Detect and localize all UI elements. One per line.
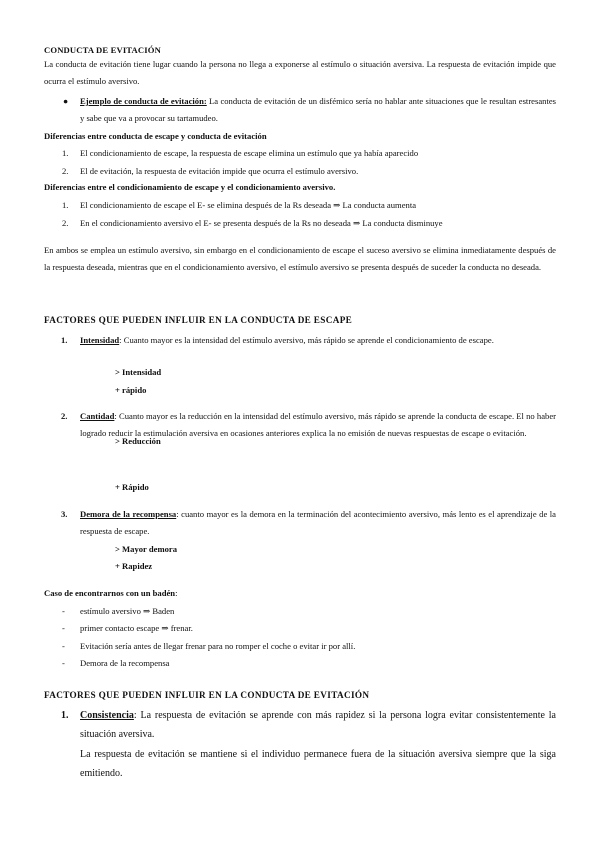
factor-item-consistencia — [80, 707, 556, 744]
section-title-evitacion: CONDUCTA DE EVITACIÓN — [44, 45, 161, 55]
caso-item-2: primer contacto escape ⇒ frenar. — [80, 623, 193, 633]
ambos-paragraph: En ambos se emplea un estímulo aversivo, sin embargo en el condicionamiento de escape el suceso aversivo se elimina inmediatamente después de la respuesta deseada, mientras que en el condicionamiento aversivo, el estímulo aversivo se presenta después de suceder la conducta no deseada. — [44, 245, 556, 272]
factor-number: 2. — [61, 411, 68, 421]
factor-rule: > Mayor demora — [115, 544, 178, 554]
factor-item-intensidad — [80, 332, 556, 349]
dash-marker: - — [62, 658, 65, 668]
factor-rule: + Rapidez — [115, 561, 153, 571]
diff-cond-item-1: El condicionamiento de escape el E- se elimina después de la Rs deseada ⇒ La conducta aumenta — [80, 200, 417, 210]
factor-term: Cantidad — [80, 411, 115, 421]
factor-rule: > Reducción — [115, 436, 161, 446]
list-number: 2. — [62, 218, 69, 228]
factor-term: Intensidad — [80, 335, 120, 345]
example-item — [80, 93, 556, 127]
caso-item-4: Demora de la recompensa — [80, 658, 170, 668]
caso-item-3: Evitación sería antes de llegar frenar para no romper el coche o evitar ir por allí. — [80, 641, 356, 651]
section-title-factores-escape: FACTORES QUE PUEDEN INFLUIR EN LA CONDUCTA DE ESCAPE — [44, 315, 353, 325]
section-title-factores-evitacion: FACTORES QUE PUEDEN INFLUIR EN LA CONDUCTA DE EVITACIÓN — [44, 690, 370, 700]
factor-term: Consistencia — [80, 710, 134, 721]
list-number: 1. — [62, 200, 69, 210]
diff-escape-title: Diferencias entre conducta de escape y conducta de evitación — [44, 131, 267, 141]
example-text: La conducta de evitación de un disfémico sería no hablar ante situaciones que le resultan estresantes y sabe que va a provocar su tartamudeo. — [80, 96, 556, 123]
dash-marker: - — [62, 641, 65, 651]
factor-text: : La respuesta de evitación se aprende con más rapidez si la persona logra evitar consistentemente la situación aversiva. — [80, 710, 556, 740]
list-number: 1. — [62, 148, 69, 158]
factor-text: : cuanto mayor es la demora en la terminación del acontecimiento aversivo, más lento es el aprendizaje de la respuesta de escape. — [80, 509, 556, 536]
diff-escape-item-1: El condicionamiento de escape, la respuesta de escape elimina un estímulo que ya había aparecido — [80, 148, 419, 158]
dash-marker: - — [62, 623, 65, 633]
factor-item-demora — [80, 506, 556, 540]
factor-text: : Cuanto mayor es la reducción en la intensidad del estímulo aversivo, más rápido se aprende la conducta de escape. El no haber logrado reducir la estimulación aversiva en ocasiones anteriores explica la no emisión de nuevas respuestas de escape o evitación. — [80, 411, 556, 438]
caso-title — [44, 587, 177, 599]
diff-escape-item-2: El de evitación, la respuesta de evitación impide que ocurra el estímulo aversivo. — [80, 166, 359, 176]
list-number: 2. — [62, 166, 69, 176]
factor-rule: > Intensidad — [115, 367, 162, 377]
factor-number: 1. — [61, 710, 69, 721]
caso-title-text: Caso de encontrarnos con un badén — [44, 588, 176, 598]
factor-rule: + Rápido — [115, 482, 149, 492]
caso-item-1: estímulo aversivo ⇒ Baden — [80, 606, 175, 616]
example-label: Ejemplo de conducta de evitación: — [80, 96, 207, 106]
factor-number: 1. — [61, 335, 68, 345]
factor-number: 3. — [61, 509, 68, 519]
dash-marker: - — [62, 606, 65, 616]
factor-item-consistencia-2: La respuesta de evitación se mantiene si el individuo permanece fuera de la situación aversiva siempre que la siga emitiendo. — [80, 749, 556, 779]
intro-paragraph: La conducta de evitación tiene lugar cuando la persona no llega a exponerse al estímulo o situación aversiva. La respuesta de evitación impide que ocurra el estímulo aversivo. — [44, 59, 556, 86]
caso-title-suffix: : — [175, 588, 178, 598]
factor-text: : Cuanto mayor es la intensidad del estímulo aversivo, más rápido se aprende el condicionamiento de escape. — [119, 335, 494, 345]
factor-term: Demora de la recompensa — [80, 509, 177, 519]
factor-rule: + rápido — [115, 385, 147, 395]
bullet-dot: ● — [63, 96, 69, 106]
diff-cond-item-2: En el condicionamiento aversivo el E- se presenta después de la Rs no deseada ⇒ La conducta disminuye — [80, 218, 443, 228]
diff-cond-title: Diferencias entre el condicionamiento de escape y el condicionamiento aversivo. — [44, 182, 336, 192]
